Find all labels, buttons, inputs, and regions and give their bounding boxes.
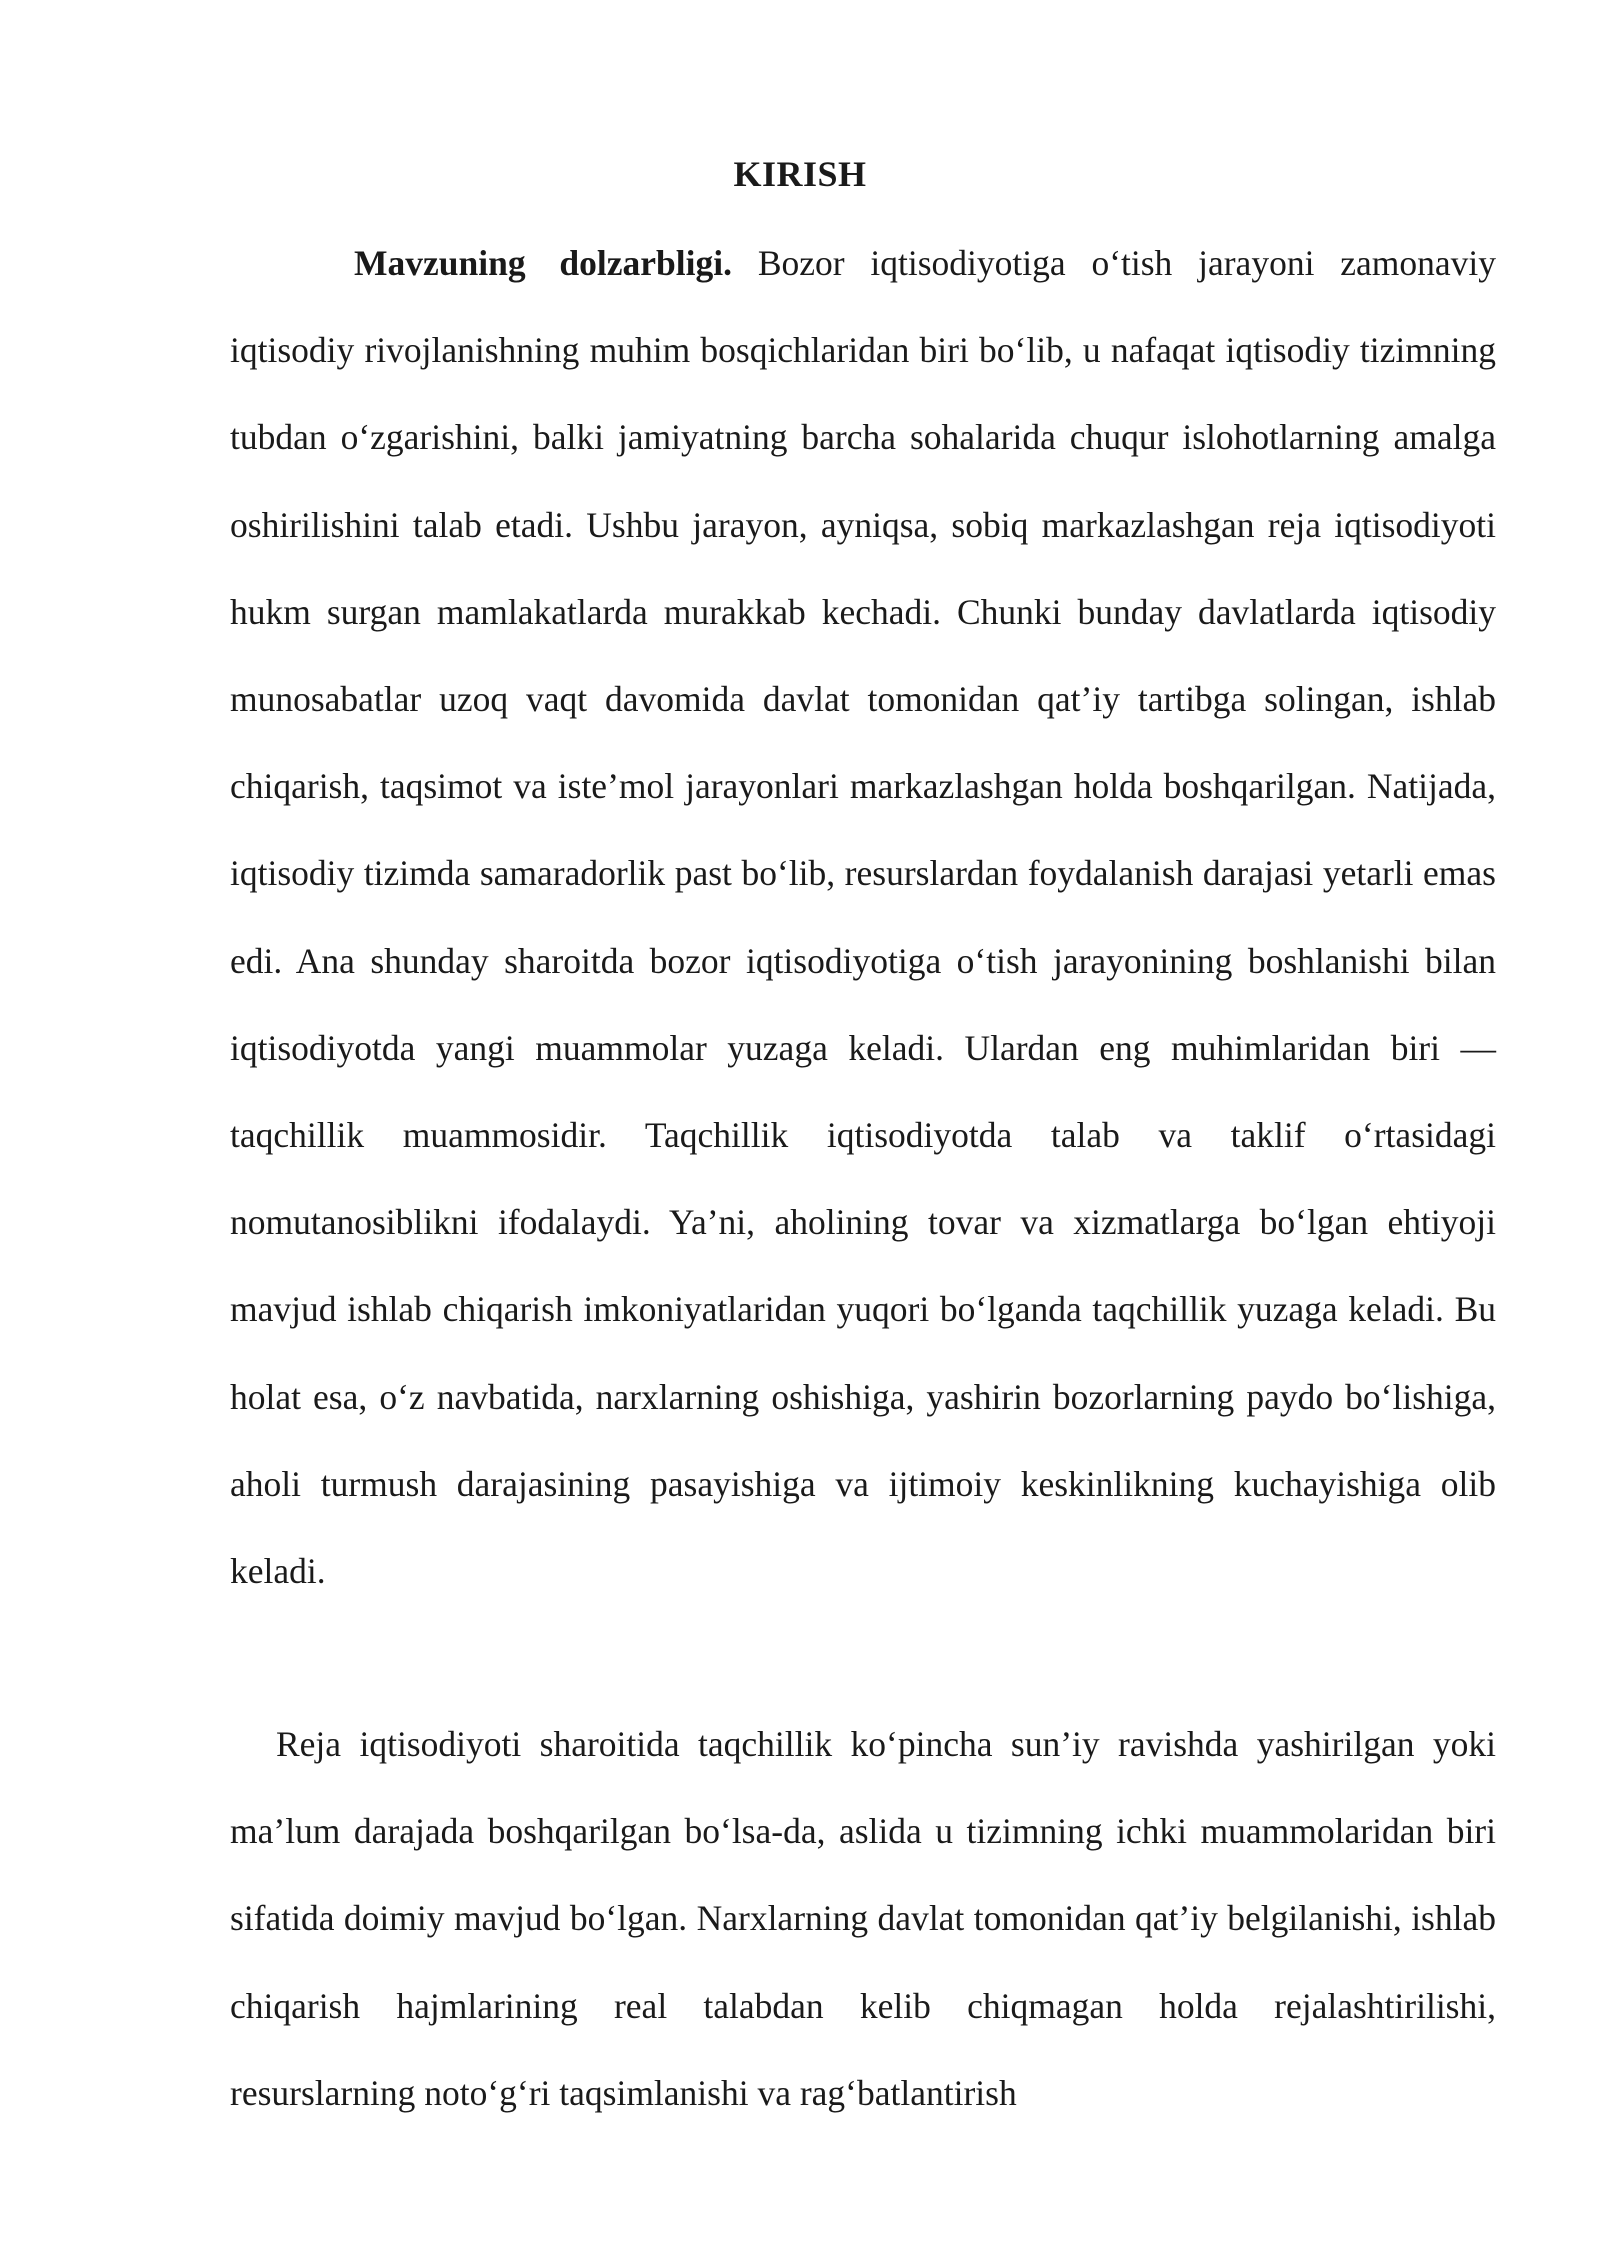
paragraph-1: [230, 220, 1496, 1615]
paragraph-1-body: Bozor iqtisodiyotiga o‘tish jarayoni zamonaviy iqtisodiy rivojlanishning muhim bosqichlaridan biri bo‘lib, u nafaqat iqtisodiy tizimning tubdan o‘zgarishini, balki jamiyatning barcha sohalarida chuqur islohotlarning amalga oshirilishini talab etadi. Ushbu jarayon, ayniqsa, sobiq markazlashgan reja iqtisodiyoti hukm surgan mamlakatlarda murakkab kechadi. Chunki bunday davlatlarda iqtisodiy munosabatlar uzoq vaqt davomida davlat tomonidan qat’iy tartibga solingan, ishlab chiqarish, taqsimot va iste’mol jarayonlari markazlashgan holda boshqarilgan. Natijada, iqtisodiy tizimda samaradorlik past bo‘lib, resurslardan foydalanish darajasi yetarli emas edi. Ana shunday sharoitda bozor iqtisodiyotiga o‘tish jarayonining boshlanishi bilan iqtisodiyotda yangi muammolar yuzaga keladi. Ulardan eng muhimlaridan biri — taqchillik muammosidir. Taqchillik iqtisodiyotda talab va taklif o‘rtasidagi nomutanosiblikni ifodalaydi. Ya’ni, aholining tovar va xizmatlarga bo‘lgan ehtiyoji mavjud ishlab chiqarish imkoniyatlaridan yuqori bo‘lganda taqchillik yuzaga keladi. Bu holat esa, o‘z navbatida, narxlarning oshishiga, yashirin bozorlarning paydo bo‘lishiga, aholi turmush darajasining pasayishiga va ijtimoiy keskinlikning kuchayishiga olib keladi.: [230, 243, 1496, 1592]
paragraph-2: Reja iqtisodiyoti sharoitida taqchillik ko‘pincha sun’iy ravishda yashirilgan yoki ma’lum darajada boshqarilgan bo‘lsa-da, aslida u tizimning ichki muammolaridan biri sifatida doimiy mavjud bo‘lgan. Narxlarning davlat tomonidan qat’iy belgilanishi, ishlab chiqarish hajmlarining real talabdan kelib chiqmagan holda rejalashtirilishi, resurslarning noto‘g‘ri taqsimlanishi va rag‘batlantirish: [230, 1724, 1496, 2113]
section-heading: Mavzuning dolzarbligi.: [354, 243, 732, 283]
document-title: KIRISH: [733, 154, 867, 194]
